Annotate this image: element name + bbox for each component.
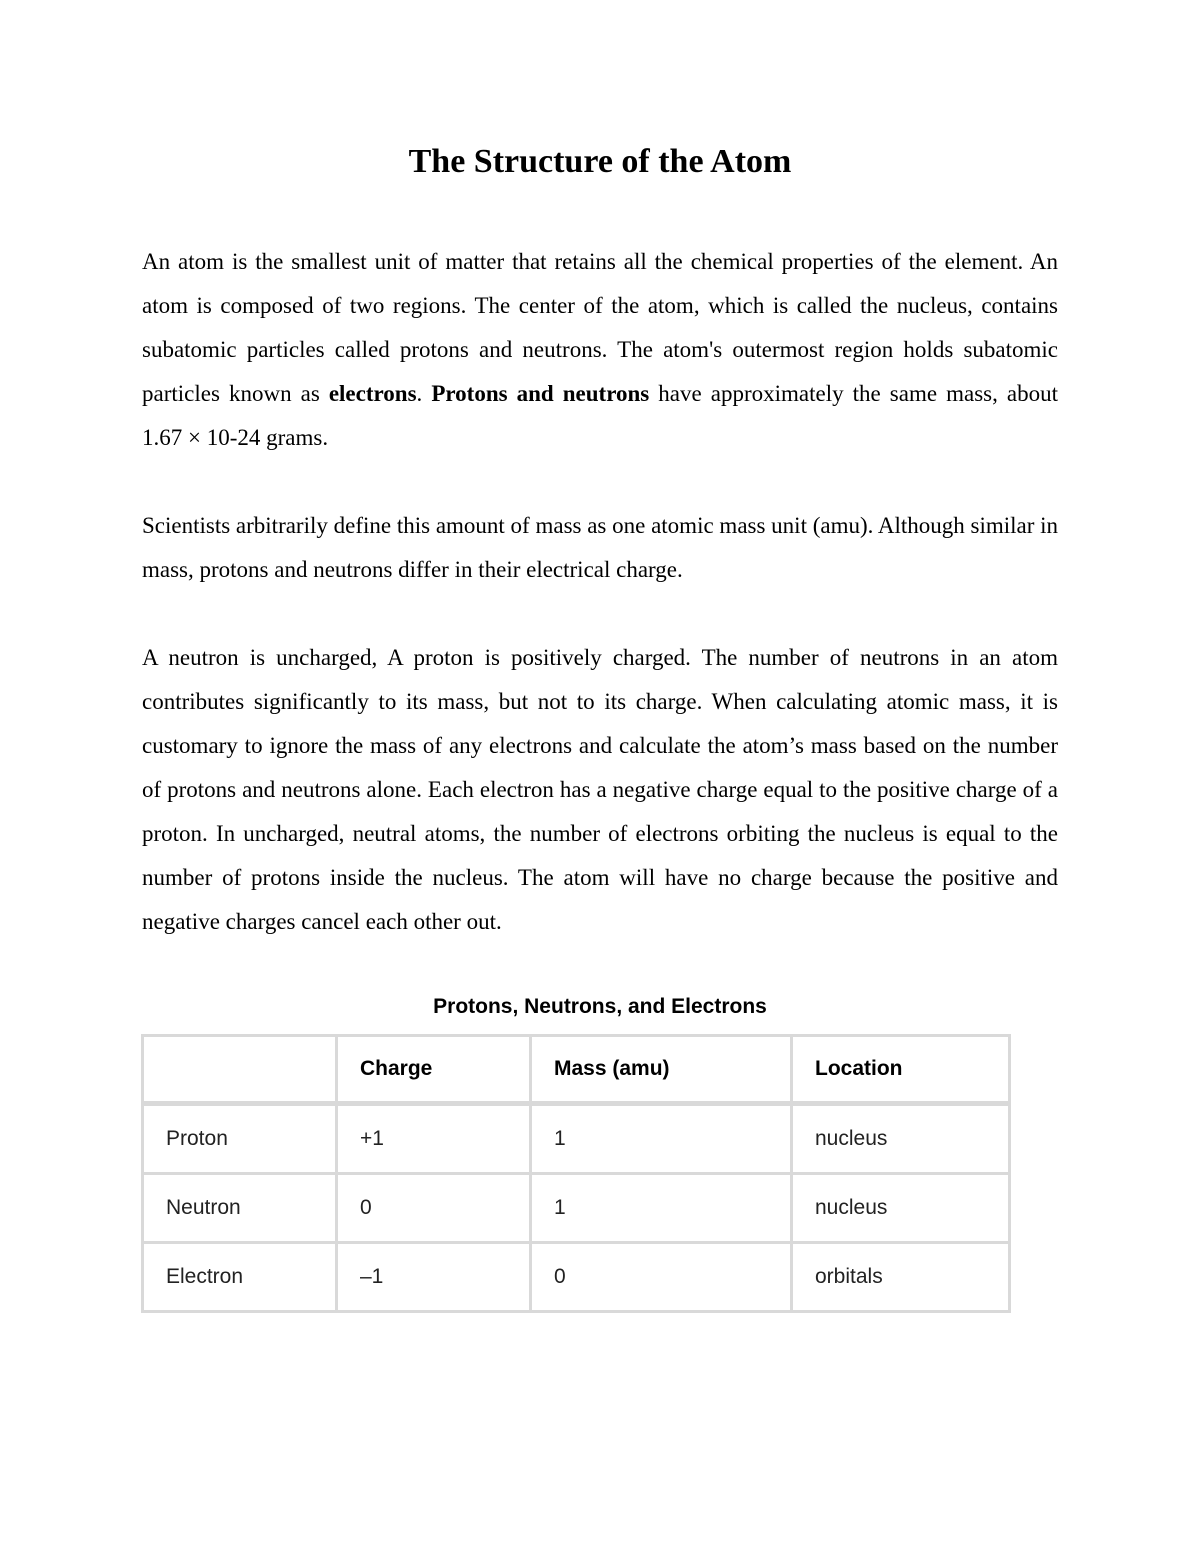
- table-row: [143, 1243, 1010, 1312]
- cell-location: orbitals: [792, 1243, 1010, 1312]
- paragraph-amu: Scientists arbitrarily define this amount of mass as one atomic mass unit (amu). Although similar in mass, protons and neutrons differ in their electrical charge.: [142, 513, 1059, 582]
- cell-particle: Electron: [143, 1243, 337, 1312]
- table-header-row: [143, 1036, 1010, 1104]
- cell-location: nucleus: [792, 1104, 1010, 1174]
- cell-particle: Proton: [143, 1104, 337, 1174]
- header-cell-mass: Mass (amu): [531, 1036, 792, 1104]
- particles-table: [141, 1034, 1011, 1313]
- paragraph-intro-text-b: .: [416, 381, 432, 406]
- cell-mass: 1: [531, 1104, 792, 1174]
- cell-charge: –1: [337, 1243, 531, 1312]
- paragraph-intro-text-a: An atom is the smallest unit of matter that retains all the chemical properties of the element. An atom is composed of two regions. The center of the atom, which is called the nucleus, contains subatomic particles called protons and neutrons. The atom's outermost region holds subatomic particles known as: [142, 249, 1058, 406]
- cell-mass: 0: [531, 1243, 792, 1312]
- cell-location: nucleus: [792, 1174, 1010, 1243]
- header-cell-charge: Charge: [337, 1036, 531, 1104]
- cell-mass: 1: [531, 1174, 792, 1243]
- paragraph-charges: A neutron is uncharged, A proton is positively charged. The number of neutrons in an atom contributes significantly to its mass, but not to its charge. When calculating atomic mass, it is customary to ignore the mass of any electrons and calculate the atom’s mass based on the number of protons and neutrons alone. Each electron has a negative charge equal to the positive charge of a proton. In uncharged, neutral atoms, the number of electrons orbiting the nucleus is equal to the number of protons inside the nucleus. The atom will have no charge because the positive and negative charges cancel each other out.: [142, 645, 1058, 934]
- table-caption: Protons, Neutrons, and Electrons: [433, 995, 767, 1018]
- paragraph-intro: [142, 240, 1058, 460]
- cell-charge: +1: [337, 1104, 531, 1174]
- paragraph-intro-text-c: have approximately the same mass, about 1.67 × 10-24 grams.: [142, 381, 1058, 450]
- paragraph-intro-bold-electrons: electrons: [328, 381, 417, 406]
- table-row: [143, 1174, 1010, 1243]
- header-cell-empty: [143, 1036, 337, 1104]
- cell-particle: Neutron: [143, 1174, 337, 1243]
- paragraph-intro-bold-protons-neutrons: Protons and neutrons: [431, 381, 650, 406]
- header-cell-location: Location: [792, 1036, 1010, 1104]
- cell-charge: 0: [337, 1174, 531, 1243]
- page-title: The Structure of the Atom: [408, 143, 792, 180]
- table-row: [143, 1104, 1010, 1174]
